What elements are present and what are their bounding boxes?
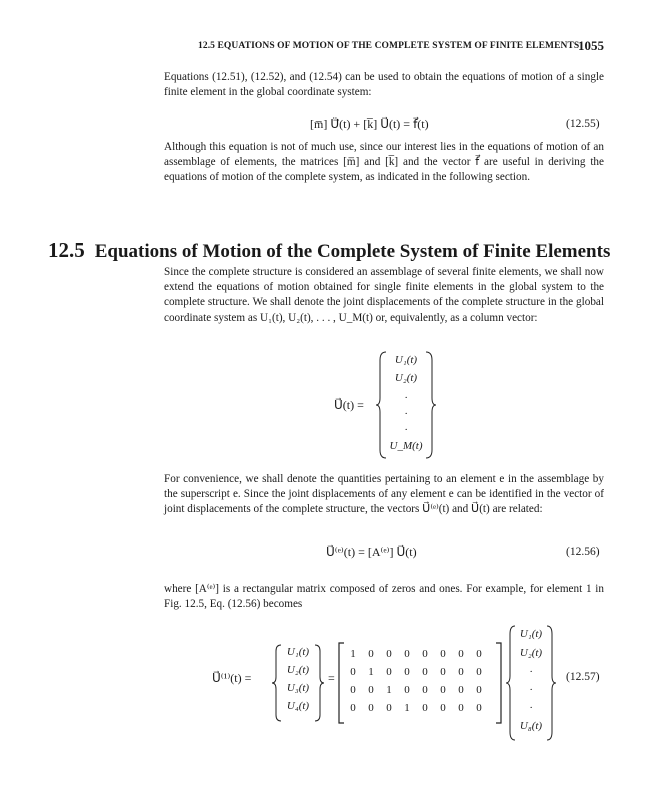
matrix-cell: 0 [476, 702, 482, 714]
matrix-cell: 0 [476, 648, 482, 660]
equation-number-12-56: (12.56) [566, 546, 600, 558]
matrix-cell: 0 [440, 702, 446, 714]
matrix-cell: 0 [368, 684, 374, 696]
matrix-cell: 0 [386, 648, 392, 660]
matrix-cell: 0 [404, 648, 410, 660]
equation-12-56: U⃗⁽ᵉ⁾(t) = [A⁽ᵉ⁾] U⃗(t) [326, 545, 417, 559]
matrix-cell: 0 [404, 666, 410, 678]
section-paragraph-3 [164, 582, 604, 612]
matrix-row-3 [344, 684, 488, 702]
matrix-cell: 0 [350, 666, 356, 678]
intro-paragraph-2 [164, 140, 604, 186]
section-number: 12.5 [48, 238, 85, 262]
equation-number-12-57: (12.57) [566, 671, 600, 683]
colvec-lhs: U⃗(t) = [334, 398, 364, 412]
matrix-cell: 1 [386, 684, 392, 696]
eq-12-57-right-entry-1: U₁(t) [519, 628, 543, 640]
section-paragraph-2 [164, 472, 604, 518]
matrix-cell: 0 [350, 702, 356, 714]
eq-12-57-left-entry-3: U₃(t) [286, 682, 310, 694]
matrix-cell: 0 [422, 666, 428, 678]
page-number: 1055 [578, 38, 604, 53]
colvec-dot-2: · [404, 408, 408, 420]
section-text-2: For convenience, we shall denote the quantities pertaining to an element e in the assemblage by the superscript e. Since the joint displacements of any element e can be identified in the vector of joint displacements of the complete structure, the vectors U⃗⁽ᵉ⁾(t) and U⃗(t) are related: [164, 473, 604, 516]
matrix-cell: 0 [404, 684, 410, 696]
eq-12-57-right-dot-1: · [529, 666, 533, 678]
matrix-row-2 [344, 666, 488, 684]
matrix-cell: 0 [458, 666, 464, 678]
matrix-cell: 0 [440, 648, 446, 660]
colvec-entry-1: U₁(t) [394, 354, 418, 366]
eq-12-57-right-entry-2: U₂(t) [519, 647, 543, 659]
matrix-cell: 0 [350, 684, 356, 696]
matrix-row-1 [344, 648, 488, 666]
matrix-cell: 0 [458, 684, 464, 696]
colvec-entry-2: U₂(t) [394, 372, 418, 384]
matrix-cell: 0 [422, 684, 428, 696]
colvec-dot-3: · [404, 424, 408, 436]
matrix-cell: 0 [476, 666, 482, 678]
section-text-1: Since the complete structure is considered an assemblage of several finite elements, we shall now extend the equations of motion obtained for single finite elements in the global system to the complete structure. We shall denote the joint displacements of the complete structure in the global coordinate system as U₁(t), U₂(t), . . . , U_M(t) or, equivalently, as a column vector: [164, 266, 604, 324]
matrix-cell: 0 [458, 702, 464, 714]
matrix-cell: 0 [440, 666, 446, 678]
matrix-cell: 0 [386, 702, 392, 714]
section-title: Equations of Motion of the Complete System of Finite Elements [94, 241, 611, 262]
running-header: 12.5 EQUATIONS OF MOTION OF THE COMPLETE SYSTEM OF FINITE ELEMENTS [198, 41, 580, 51]
section-text-3: where [A⁽ᵉ⁾] is a rectangular matrix composed of zeros and ones. For example, for element 1 in Fig. 12.5, Eq. (12.56) becomes [164, 583, 604, 611]
matrix-cell: 0 [440, 684, 446, 696]
matrix-cell: 1 [368, 666, 374, 678]
eq-12-57-matrix [344, 648, 488, 720]
colvec-dot-1: · [404, 392, 408, 404]
equation-12-55: [m̅] Ü⃗(t) + [k̅] U⃗(t) = f⃗(t) [310, 117, 429, 131]
intro-text-2: Although this equation is not of much use, since our interest lies in the equations of motion of an assemblage of elements, the matrices [m̅] and [k̅] and the vector f⃗ are useful in deriving the equations of motion of the complete system, as indicated in the following section. [164, 141, 604, 184]
matrix-cell: 1 [404, 702, 410, 714]
colvec-entry-m: U_M(t) [389, 440, 423, 452]
eq-12-57-left-entry-2: U₂(t) [286, 664, 310, 676]
eq-12-57-left-entry-4: U₄(t) [286, 700, 310, 712]
matrix-row-4 [344, 702, 488, 720]
matrix-cell: 0 [476, 684, 482, 696]
intro-paragraph-1 [164, 70, 604, 100]
eq-12-57-right-dot-2: · [529, 684, 533, 696]
eq-12-57-equals: = [328, 671, 335, 685]
matrix-cell: 0 [386, 666, 392, 678]
eq-12-57-right-entry-8: U₈(t) [519, 720, 543, 732]
intro-text-1: Equations (12.51), (12.52), and (12.54) can be used to obtain the equations of motion of a single finite element in the global coordinate system: [164, 71, 604, 99]
matrix-cell: 0 [422, 702, 428, 714]
matrix-cell: 0 [368, 648, 374, 660]
section-heading [48, 238, 610, 263]
matrix-cell: 0 [458, 648, 464, 660]
eq-12-57-left-entry-1: U₁(t) [286, 646, 310, 658]
section-paragraph-1 [164, 265, 604, 326]
matrix-cell: 0 [422, 648, 428, 660]
eq-12-57-right-dot-3: · [529, 702, 533, 714]
eq-12-57-lhs: U⃗⁽¹⁾(t) = [212, 671, 252, 685]
matrix-cell: 0 [368, 702, 374, 714]
equation-number-12-55: (12.55) [566, 118, 600, 130]
matrix-cell: 1 [350, 648, 356, 660]
